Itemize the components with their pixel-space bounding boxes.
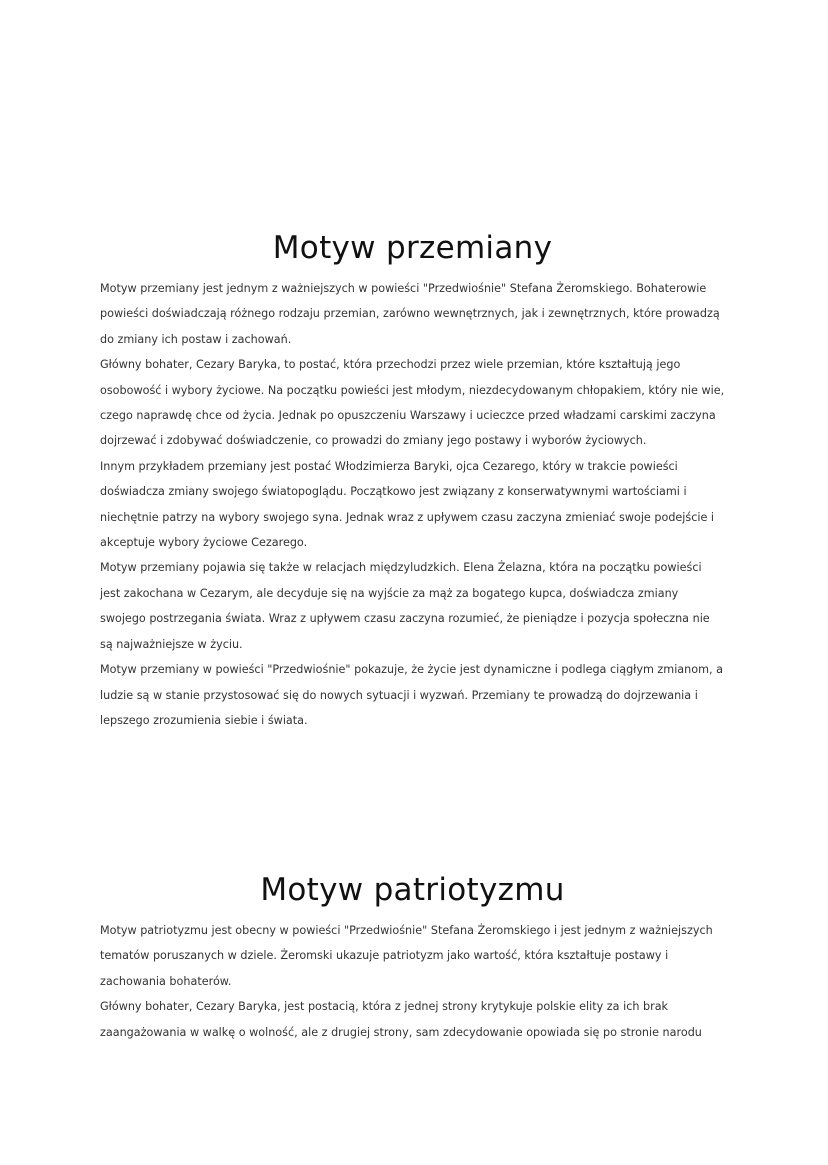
section-motyw-patriotyzmu — [100, 868, 725, 1045]
paragraph: Główny bohater, Cezary Baryka, to postać, która przechodzi przez wiele przemian, które kształtują jego osobowość i wybory życiowe. Na początku powieści jest młodym, niezdecydowanym chłopakiem, który nie wie, czego naprawdę chce od życia. Jednak po opuszczeniu Warszawy i ucieczce przed władzami carskimi zaczyna dojrzewać i zdobywać doświadczenie, co prowadzi do zmiany jego postawy i wyborów życiowych. — [100, 358, 725, 448]
paragraph: Motyw przemiany pojawia się także w relacjach międzyludzkich. Elena Żelazna, która na początku powieści jest zakochana w Cezarym, ale decyduje się na wyjście za mąż za bogatego kupca, doświadcza zmiany swojego postrzegania świata. Wraz z upływem czasu zaczyna rozumieć, że pieniądze i pozycja społeczna nie są najważniejsze w życiu. — [100, 561, 710, 651]
section-motyw-przemiany — [100, 226, 725, 733]
paragraph: Główny bohater, Cezary Baryka, jest postacią, która z jednej strony krytykuje polskie elity za ich brak zaangażowania w walkę o wolność, ale z drugiej strony, sam zdecydowanie opowiada się po stronie narodu — [100, 1000, 702, 1039]
section-heading: Motyw patriotyzmu — [260, 872, 565, 908]
paragraph: Motyw przemiany w powieści "Przedwiośnie" pokazuje, że życie jest dynamiczne i podlega ciągłym zmianom, a ludzie są w stanie przystosować się do nowych sytuacji i wyzwań. Przemiany te prowadzą do dojrzewania i lepszego zrozumienia siebie i świata. — [100, 663, 723, 727]
section-heading: Motyw przemiany — [272, 230, 553, 266]
paragraph: Motyw przemiany jest jednym z ważniejszych w powieści "Przedwiośnie" Stefana Żeromskiego. Bohaterowie powieści doświadczają różnego rodzaju przemian, zarówno wewnętrznych, jak i zewnętrznych, które prowadzą do zmiany ich postaw i zachowań. — [100, 282, 720, 346]
paragraph: Innym przykładem przemiany jest postać Włodzimierza Baryki, ojca Cezarego, który w trakcie powieści doświadcza zmiany swojego światopoglądu. Początkowo jest związany z konserwatywnymi wartościami i niechętnie patrzy na wybory swojego syna. Jednak wraz z upływem czasu zaczyna zmieniać swoje podejście i akceptuje wybory życiowe Cezarego. — [100, 459, 715, 550]
paragraph: Motyw patriotyzmu jest obecny w powieści "Przedwiośnie" Stefana Żeromskiego i jest jednym z ważniejszych tematów poruszanych w dziele. Żeromski ukazuje patriotyzm jako wartość, która kształtuje postawy i zachowania bohaterów. — [100, 924, 713, 988]
